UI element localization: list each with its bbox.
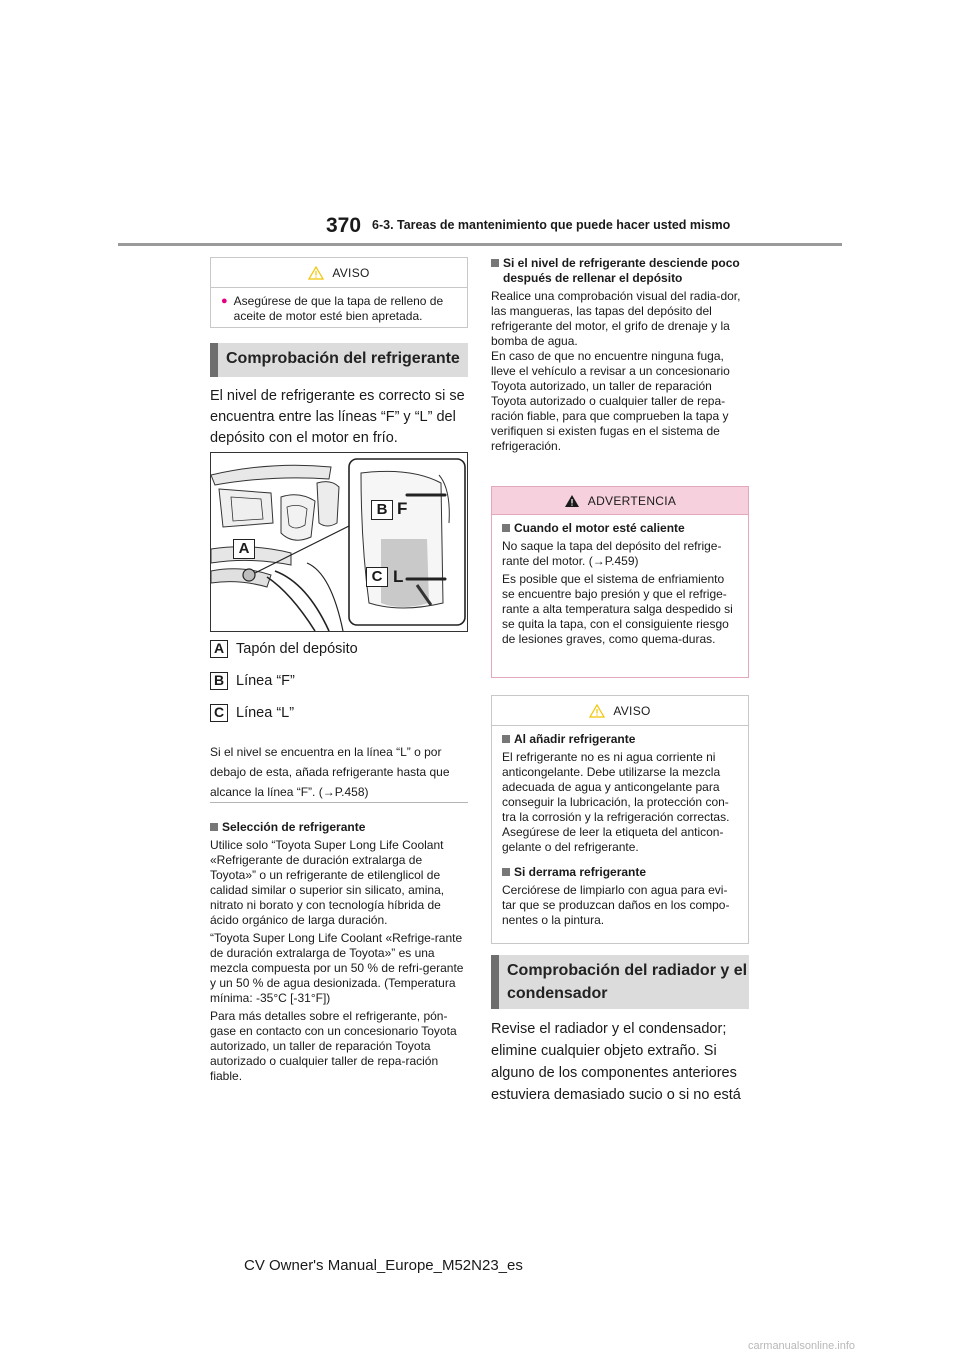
aviso-bullet-text: Asegúrese de que la tapa de relleno de aceite de motor esté bien apretada. — [233, 294, 444, 323]
level-note: Si el nivel se encuentra en la línea “L” o por debajo de esta, añada refrigerante hasta que alcance la línea “F”. (→P.458) — [210, 745, 450, 799]
legend-letter-c: C — [210, 704, 228, 722]
radiator-paragraph: Revise el radiador y el condensador; elimine cualquier objeto extraño. Si alguno de los componentes anteriores estuviera demasiado sucio o si no está — [491, 1021, 741, 1103]
intro-paragraph: El nivel de refrigerante es correcto si se encuentra entre las líneas “F” y “L” del depósito con el motor en frío. — [210, 388, 465, 446]
square-bullet-icon — [502, 868, 510, 876]
aviso-box-oil — [210, 257, 468, 328]
page-number: 370 — [326, 214, 362, 237]
drop-heading — [491, 256, 749, 286]
advertencia-header — [492, 487, 748, 515]
caution-icon — [308, 266, 324, 280]
aviso2-heading-1-text: Al añadir refrigerante — [514, 732, 636, 746]
coolant-selection-section — [210, 820, 466, 1084]
legend-letter-b: B — [210, 672, 228, 690]
selection-paragraph-2: “Toyota Super Long Life Coolant «Refrige-rante de duración extralarga de Toyota»” es una mezcla compuesta por un 50 % de refri-gerante y un 50 % de agua desionizada. (Temperatura mínima: -35°C [-31°F]) — [210, 931, 464, 1005]
warning-triangle-icon — [564, 494, 580, 508]
section-header: 6-3. Tareas de mantenimiento que puede hacer usted mismo — [372, 218, 731, 232]
header-divider — [118, 243, 842, 246]
aviso2-title: AVISO — [613, 703, 651, 718]
selection-paragraph-1: Utilice solo “Toyota Super Long Life Coolant «Refrigerante de duración extralarga de Toyota»” o un refrigerante de etilenglicol de calidad similar o superior sin silicato, amina, nitrato ni borato y con tecnología híbrida de ácido orgánico de larga duración. — [210, 838, 445, 927]
square-bullet-icon — [491, 259, 499, 267]
advertencia-paragraph-1: No saque la tapa del depósito del refrige-rante del motor. (→P.459) — [502, 539, 722, 568]
aviso2-body — [492, 726, 748, 936]
bullet-dot-icon: ● — [221, 295, 228, 307]
legend-text-a: Tapón del depósito — [236, 641, 358, 657]
caution-icon — [589, 704, 605, 718]
aviso-box-coolant — [491, 695, 749, 944]
callout-a-letter: A — [238, 540, 250, 557]
aviso-box-body — [211, 288, 467, 332]
drop-paragraph-1: Realice una comprobación visual del radia-dor, las mangueras, las tapas del depósito del refrigerante del motor, el grifo de drenaje y la bomba de agua. — [491, 289, 741, 348]
aviso2-header — [492, 696, 748, 726]
watermark: carmanualsonline.info — [748, 1340, 856, 1352]
drop-paragraph-2: En caso de que no encuentre ninguna fuga, lleve el vehículo a revisar a un concesionario Toyota autorizado, un taller de reparación Toyota autorizado o cualquier taller de repa-ración fiable, para que comprueben la tapa y verifiquen si existen fugas en el sistema de refrigeración. — [491, 349, 730, 453]
legend-text-b: Línea “F” — [236, 673, 295, 689]
footer-manual-id: CV Owner's Manual_Europe_M52N23_es — [244, 1257, 523, 1274]
aviso2-paragraph-1: El refrigerante no es ni agua corriente ni anticongelante. Debe utilizarse la mezcla adecuada de agua y anticongelante para conseguir la lubricación, la protección con-tra la corrosión y la refrigeración correctas. Asegúrese de leer la etiqueta del anticon-gelante o del refrigerante. — [502, 750, 730, 854]
aviso2-heading-1 — [502, 732, 738, 747]
selection-heading-text: Selección de refrigerante — [222, 820, 366, 834]
aviso2-paragraph-2: Cerciórese de limpiarlo con agua para evi-tar que se produzcan daños en los compo-nentes o la pintura. — [502, 883, 730, 927]
legend-text-c: Línea “L” — [236, 705, 295, 721]
callout-c — [366, 567, 388, 587]
f-mark-label: F — [397, 499, 408, 518]
aviso2-heading-2 — [502, 865, 738, 880]
aviso2-heading-2-text: Si derrama refrigerante — [514, 865, 647, 879]
callout-b-letter: B — [376, 501, 388, 518]
square-bullet-icon — [502, 735, 510, 743]
legend-item-c — [210, 704, 468, 722]
square-bullet-icon — [210, 823, 218, 831]
advertencia-heading-text: Cuando el motor esté caliente — [514, 521, 685, 535]
section-divider — [210, 802, 468, 803]
advertencia-box — [491, 486, 749, 678]
advertencia-title: ADVERTENCIA — [587, 493, 677, 508]
legend-item-a — [210, 640, 468, 658]
selection-heading — [210, 820, 466, 835]
coolant-drop-section — [491, 256, 749, 454]
banner-radiator-check: Comprobación del radiador y el condensador — [491, 955, 749, 1009]
legend-item-b — [210, 672, 468, 690]
callout-c-letter: C — [371, 568, 383, 585]
advertencia-heading — [502, 521, 738, 536]
l-mark-label: L — [393, 567, 404, 586]
aviso-title: AVISO — [332, 265, 370, 280]
callout-b — [371, 500, 393, 520]
aviso-box-header — [211, 258, 467, 288]
selection-paragraph-3: Para más detalles sobre el refrigerante, pón-gase en contacto con un concesionario Toyota autorizado, un taller de reparación Toyota autorizado o cualquier taller de repa-ración fiable. — [210, 1009, 457, 1083]
advertencia-body — [492, 515, 748, 655]
banner-coolant-check: Comprobación del refrigerante — [210, 343, 468, 377]
legend-letter-a: A — [210, 640, 228, 658]
square-bullet-icon — [502, 524, 510, 532]
figure-legend — [210, 640, 468, 722]
advertencia-paragraph-2: Es posible que el sistema de enfriamiento se encuentre bajo presión y que el refrige-rante a alta temperatura salga despedido si se quita la tapa, con el consiguiente riesgo de lesiones graves, como quema-duras. — [502, 572, 733, 646]
coolant-reservoir-figure — [210, 452, 468, 632]
callout-a — [233, 539, 255, 559]
drop-heading-text: Si el nivel de refrigerante desciende poco después de rellenar el depósito — [503, 256, 740, 285]
